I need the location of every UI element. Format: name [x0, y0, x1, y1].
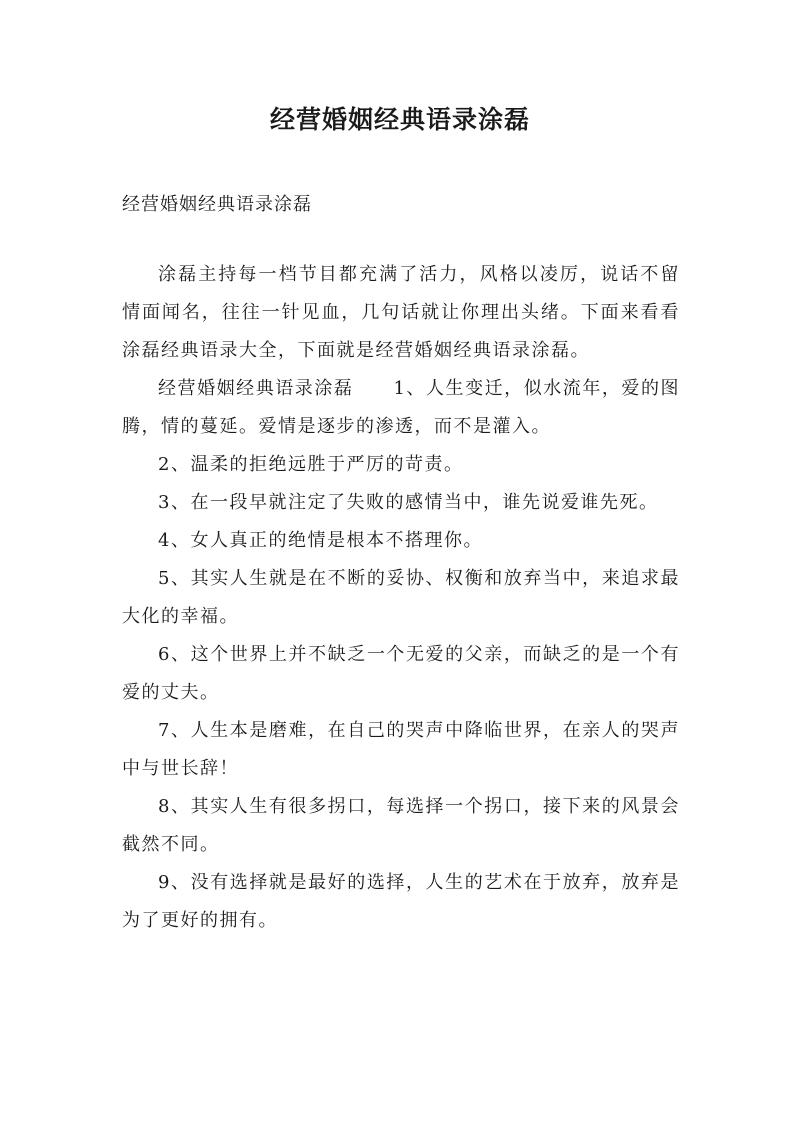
- quote-5: 5、其实人生就是在不断的妥协、权衡和放弃当中，来追求最大化的幸福。: [122, 568, 680, 627]
- quote-8: 8、其实人生有很多拐口，每选择一个拐口，接下来的风景会截然不同。: [122, 796, 680, 855]
- intro-paragraph: 涂磊主持每一档节目都充满了活力，风格以凌厉，说话不留情面闻名，往往一针见血，几句话就让你理出头绪。下面来看看涂磊经典语录大全，下面就是经营婚姻经典语录涂磊。: [122, 264, 680, 361]
- quote-paragraph-1: [122, 370, 680, 446]
- document-title: 经营婚姻经典语录涂磊: [269, 105, 530, 134]
- quote-4: 4、女人真正的绝情是根本不搭理你。: [158, 530, 483, 551]
- quote-2: 2、温柔的拒绝远胜于严厉的苛责。: [158, 454, 464, 475]
- document-subtitle: 经营婚姻经典语录涂磊: [122, 194, 312, 215]
- document-body: [122, 256, 680, 940]
- quote-9: 9、没有选择就是最好的选择，人生的艺术在于放弃，放弃是为了更好的拥有。: [122, 872, 680, 931]
- quote-7: 7、人生本是磨难，在自己的哭声中降临世界，在亲人的哭声中与世长辞！: [122, 720, 680, 779]
- section-heading: 经营婚姻经典语录涂磊: [158, 378, 354, 399]
- quote-3: 3、在一段早就注定了失败的感情当中，谁先说爱谁先死。: [158, 492, 659, 513]
- quote-6: 6、这个世界上并不缺乏一个无爱的父亲，而缺乏的是一个有爱的丈夫。: [122, 644, 680, 703]
- quote-1: 1、人生变迁，似水流年，爱的图腾，情的蔓延。爱情是逐步的渗透，而不是灌入。: [122, 378, 680, 437]
